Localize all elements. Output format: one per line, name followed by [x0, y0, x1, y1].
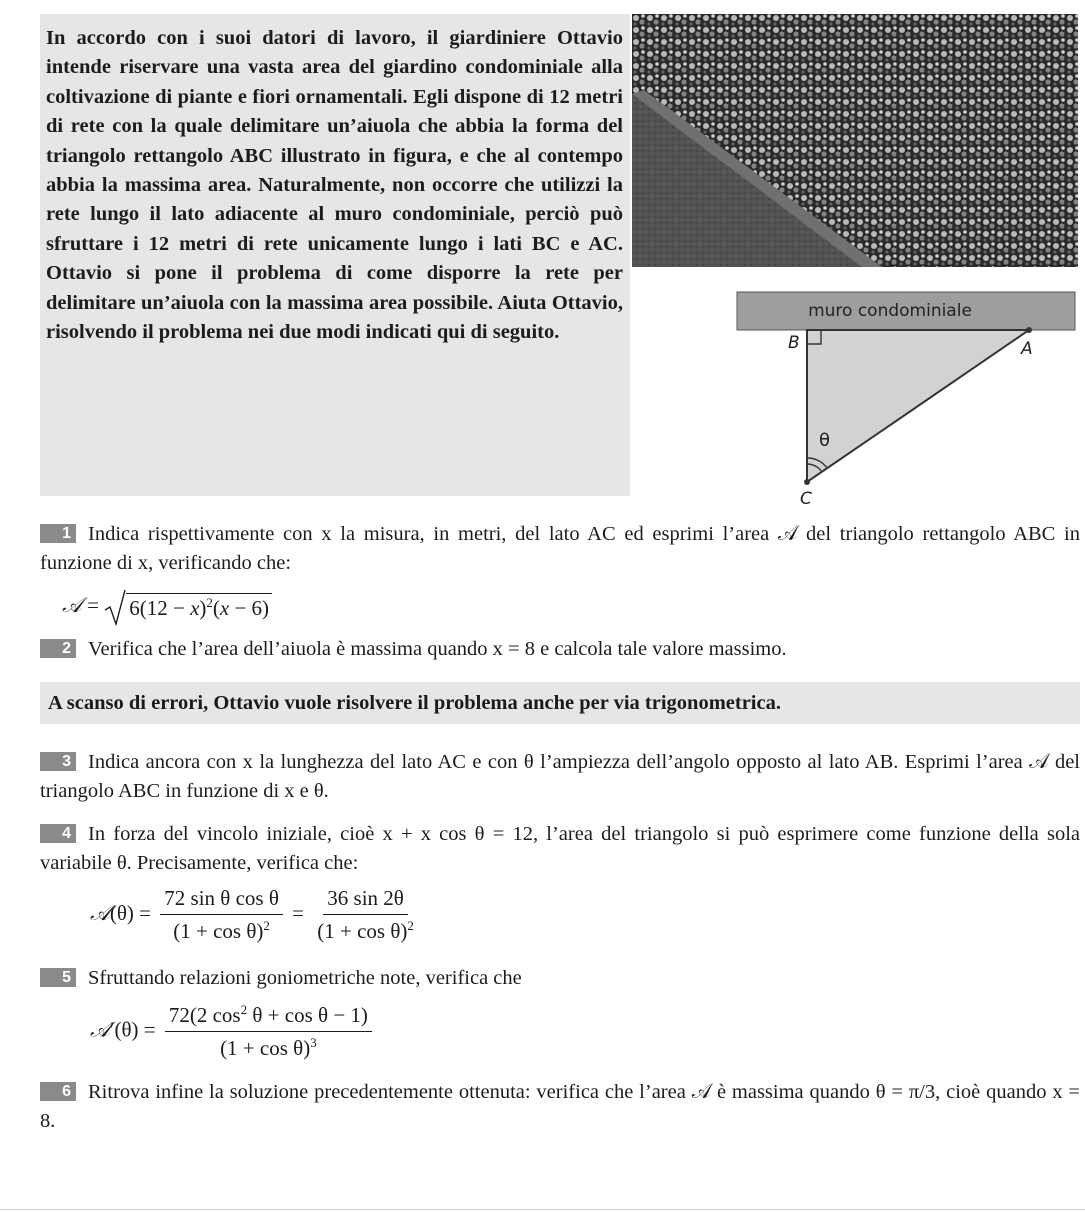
- intro-box: [40, 14, 630, 496]
- item-text: Verifica che l’area dell’aiuola è massima quando x = 8 e calcola tale valore massimo.: [88, 638, 787, 660]
- item-number: 6: [40, 1082, 76, 1101]
- bottom-rule: [0, 1209, 1085, 1210]
- point-a: [1026, 327, 1032, 333]
- item-1: [40, 520, 1080, 578]
- point-c: [804, 479, 810, 485]
- formula-1: 𝒜 = $6(12 - x)^2(x - 6)$: [62, 588, 272, 626]
- item-3: [40, 748, 1080, 806]
- label-theta: θ: [819, 430, 831, 451]
- intro-text: In accordo con i suoi datori di lavoro, il giardiniere Ottavio intende riservare una vasta area del giardino condominiale alla coltivazione di piante e fiori ornamentali. Egli dispone di 12 metri di rete con la quale delimitare un’aiuola che abbia la forma del triangolo rettangolo ABC illustrato in figura, e che al contempo abbia la massima area. Naturalmente, non occorre che utilizzi la rete lungo il lato adiacente al muro condominiale, perciò può sfruttare i 12 metri di rete unicamente lungo i lati BC e AC. Ottavio si pone il problema di come disporre la rete per delimitare un’aiuola con la massima area possibile. Aiuta Ottavio, risolvendo il problema nei due modi indicati qui di seguito.: [46, 27, 623, 344]
- item-number: 4: [40, 824, 76, 843]
- item-4: [40, 820, 1080, 878]
- banner-text: A scanso di errori, Ottavio vuole risolvere il problema anche per via trigonometrica.: [48, 692, 781, 714]
- wall-label: muro condominiale: [808, 301, 972, 321]
- item-text: Ritrova infine la soluzione precedentemente ottenuta: verifica che l’area 𝒜 è massima quando θ = π/3, cioè quando x = 8.: [40, 1081, 1080, 1132]
- item-text: In forza del vincolo iniziale, cioè x + x cos θ = 12, l’area del triangolo si può esprimere come funzione della sola variabile θ. Precisamente, verifica che:: [40, 823, 1080, 874]
- item-text: Indica rispettivamente con x la misura, in metri, del lato AC ed esprimi l’area 𝒜 del triangolo rettangolo ABC in funzione di x, verificando che:: [40, 523, 1080, 574]
- sqrt-sign: [104, 588, 126, 626]
- formula-4: 𝒜(θ) = $\frac{\text{72 sin θ cos θ}}{(1 + \cos \theta)^2}$ = $\frac{36 \sin 2\theta}{(1 + \cos \theta)^2}$: [90, 886, 414, 943]
- label-c: C: [800, 489, 812, 509]
- triangle-abc: [807, 330, 1029, 482]
- flowerbed-image: [632, 14, 1078, 267]
- flowerbed-photo: [632, 14, 1078, 267]
- label-b: B: [788, 333, 800, 353]
- item-5: [40, 964, 1080, 993]
- trig-banner: [40, 682, 1080, 724]
- formula-5: 𝒜′(θ) = $\frac{72(2 \cos^2 \theta + \cos \theta - 1)}{(1 + \cos \theta)^3}$: [90, 1002, 376, 1061]
- item-2: [40, 635, 1080, 664]
- item-number: 1: [40, 524, 76, 543]
- item-text: Indica ancora con x la lunghezza del lato AC e con θ l’ampiezza dell’angolo opposto al lato AB. Esprimi l’area 𝒜 del triangolo ABC in funzione di x e θ.: [40, 751, 1080, 802]
- label-a: A: [1021, 339, 1033, 359]
- item-number: 5: [40, 968, 76, 987]
- item-number: 2: [40, 639, 76, 658]
- item-text: Sfruttando relazioni goniometriche note, verifica che: [88, 967, 522, 989]
- item-6: [40, 1078, 1080, 1136]
- item-number: 3: [40, 752, 76, 771]
- triangle-figure: [732, 286, 1080, 516]
